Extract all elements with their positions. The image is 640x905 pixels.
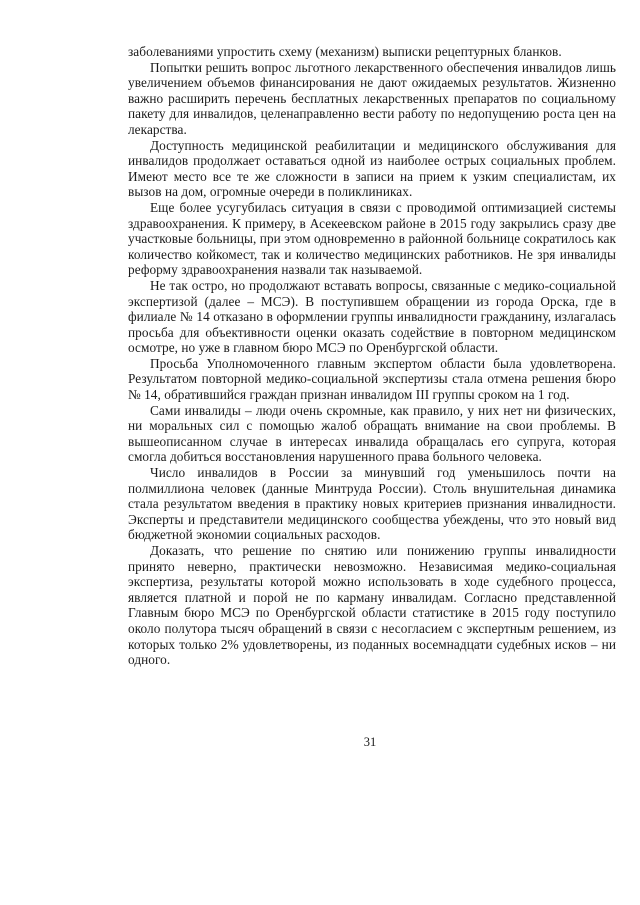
paragraph: Просьба Уполномоченного главным экспертом области была удовлетворена. Результатом повторной медико-социальной экспертизы стала отмена решения бюро № 14, обратившийся граждан признан инвалидом III группы сроком на 1 год. [128, 355, 616, 403]
page-number: 31 [363, 735, 377, 749]
paragraph: Попытки решить вопрос льготного лекарственного обеспечения инвалидов лишь увеличением объемов финансирования не дают ожидаемых результатов. Жизненно важно расширить перечень бесплатных лекарственных препаратов по социальному пакету для инвалидов, целенаправленно вести работу по недопущению роста цен на лекарства. [128, 59, 616, 137]
paragraph: Доказать, что решение по снятию или понижению группы инвалидности принято неверно, практически невозможно. Независимая медико-социальная экспертиза, результаты которой можно использовать в ходе судебного процесса, является платной и порой не по карману инвалидам. Согласно представленной Главным бюро МСЭ по Оренбургской области статистике в 2015 году поступило около полутора тысяч обращений в связи с несогласием с экспертным решением, из которых только 2% удовлетворены, из поданных восемнадцати судебных исков – ни одного. [128, 543, 616, 668]
paragraph: Не так остро, но продолжают вставать вопросы, связанные с медико-социальной экспертизой (далее – МСЭ). В поступившем обращении из города Орска, где в филиале № 14 отказано в оформлении группы инвалидности гражданину, излагалась просьба для объективности оценки оказать содействие в повторном медицинском осмотре, но уже в главном бюро МСЭ по Оренбургской области. [128, 277, 616, 356]
document-body [128, 44, 616, 668]
paragraph-continuation: заболеваниями упростить схему (механизм) выписки рецептурных бланков. [128, 44, 562, 59]
paragraph: Доступность медицинской реабилитации и медицинского обслуживания для инвалидов продолжает оставаться одной из наиболее острых социальных проблем. Имеют место все те же сложности в записи на прием к узким специалистам, их вызов на дом, огромные очереди в поликлиниках. [128, 137, 616, 200]
paragraph: Сами инвалиды – люди очень скромные, как правило, у них нет ни физических, ни моральных сил с помощью жалоб обращать внимание на свои проблемы. В вышеописанном случае в интересах инвалида обращалась его супруга, которая смогла добиться восстановления нарушенного права больного человека. [128, 402, 616, 465]
paragraph: Число инвалидов в России за минувший год уменьшилось почти на полмиллиона человек (данные Минтруда России). Столь внушительная динамика стала результатом введения в практику новых критериев признания инвалидности. Эксперты и представители медицинского сообщества убеждены, что это новый вид бюджетной экономии социальных расходов. [128, 465, 616, 543]
paragraph: Еще более усугубилась ситуация в связи с проводимой оптимизацией системы здравоохранения. К примеру, в Асекеевском районе в 2015 году закрылись сразу две участковые больницы, при этом одновременно в районной больнице сократилось как количество койкомест, так и количество медицинских работников. Не зря инвалиды реформу здравоохранения назвали так называемой. [128, 199, 616, 278]
